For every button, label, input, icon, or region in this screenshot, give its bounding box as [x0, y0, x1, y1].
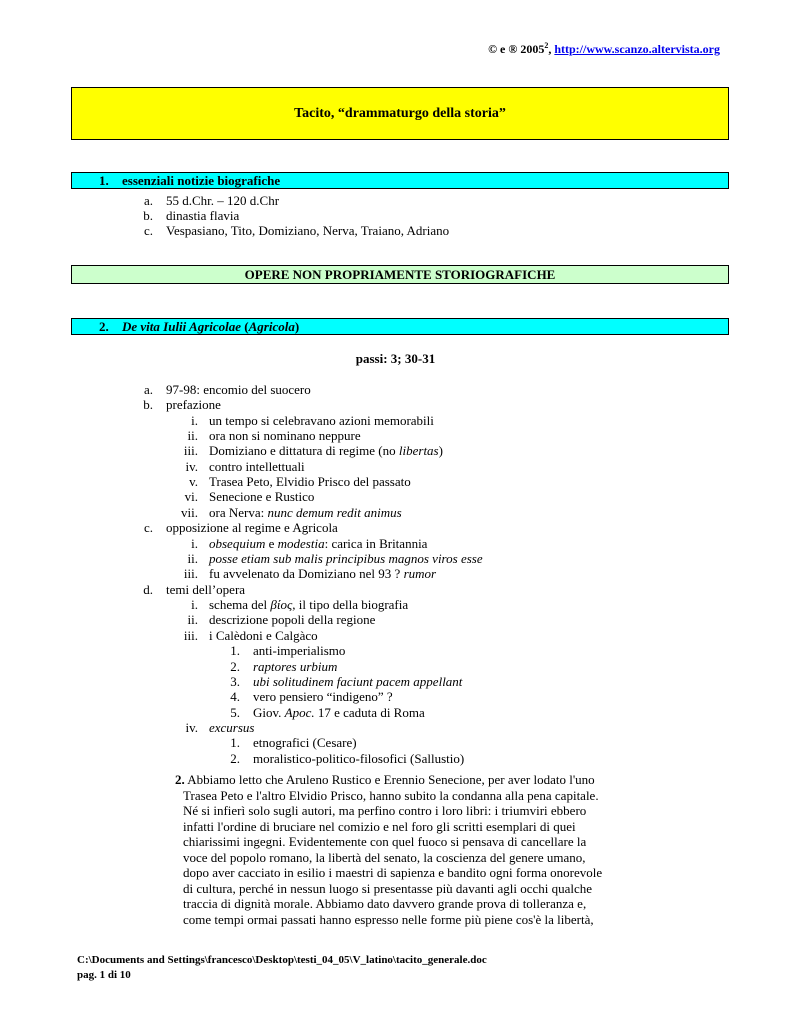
sublist-marker: iii. — [183, 443, 198, 458]
passage-number: 2. — [175, 772, 185, 787]
list-marker: c. — [143, 520, 153, 535]
sublist-marker: i. — [191, 413, 198, 428]
footer-path: C:\Documents and Settings\francesco\Desktop\testi_04_05\V_latino\tacito_generale.doc — [77, 954, 487, 966]
section-2-heading — [71, 318, 729, 335]
subsublist-marker: 3. — [230, 674, 240, 689]
section-title: essenziali notizie biografiche — [122, 173, 281, 188]
subsublist-marker: 1. — [230, 643, 240, 658]
list-text: temi dell’opera — [166, 582, 246, 597]
subsublist-marker: 2. — [230, 659, 240, 674]
sublist-text: contro intellettuali — [209, 459, 305, 474]
sublist-text: ora Nerva: nunc demum redit animus — [209, 505, 402, 520]
list-text: prefazione — [166, 397, 221, 412]
footer-page: pag. 1 di 10 — [77, 969, 131, 981]
site-link[interactable]: http://www.scanzo.altervista.org — [554, 42, 720, 56]
sublist-text: excursus — [209, 720, 255, 735]
sublist-text: fu avvelenato da Domiziano nel 93 ? rumor — [209, 566, 437, 581]
subsublist-text: vero pensiero “indigeno” ? — [253, 689, 393, 704]
sublist-text: i Calèdoni e Calgàco — [209, 628, 318, 643]
sublist-marker: iii. — [183, 628, 198, 643]
sublist-marker: ii. — [187, 428, 198, 443]
list-marker: a. — [143, 193, 153, 208]
sublist-marker: iv. — [185, 720, 198, 735]
sublist-text: Senecione e Rustico — [209, 489, 315, 504]
sublist-marker: i. — [191, 597, 198, 612]
sublist-marker: iii. — [183, 566, 198, 581]
copyright-text: © e ® 2005 — [488, 42, 545, 56]
subsublist-marker: 2. — [230, 751, 240, 766]
sublist-text: obsequium e modestia: carica in Britannia — [209, 536, 428, 551]
subsublist-text: moralistico-politico-filosofici (Sallustio) — [253, 751, 465, 766]
list-marker: a. — [143, 382, 153, 397]
passage-text: Abbiamo letto che Aruleno Rustico e Erennio Senecione, per aver lodato l'uno Trasea Peto e l'altro Elvidio Prisco, hanno subito la condanna alla pena capitale. Né si infierì solo sugli autori, ma perfino contro i loro libri: i triumviri ebbero infatti l'ordine di bruciare nel comizio e nel foro gli scritti esemplari di quei chiarissimi ingegni. Evidentemente con quel fuoco si pensava di cancellare la voce del popolo romano, la libertà del senato, la coscienza del genere umano, dopo aver cacciato in esilio i maestri di sapienza e bandito ogni forma onorevole di cultura, perché in nessun luogo si presentasse più davanti agli occhi qualche traccia di dignità morale. Abbiamo dato davvero grande prova di tolleranza e, come tempi ormai passati hanno espresso nelle forme più piene cos'è la libertà, — [183, 772, 603, 927]
header-separator: , — [548, 42, 555, 56]
copyright-superscript: 2 — [544, 41, 549, 50]
list-text: dinastia flavia — [166, 208, 240, 223]
sublist-text: Domiziano e dittatura di regime (no libertas) — [209, 443, 443, 458]
list-text: 55 d.Chr. – 120 d.Chr — [166, 193, 280, 208]
list-text: 97-98: encomio del suocero — [166, 382, 311, 397]
sublist-text: ora non si nominano neppure — [209, 428, 361, 443]
document-title: Tacito, “drammaturgo della storia” — [71, 87, 729, 140]
section-number: 2. — [99, 319, 109, 334]
subsublist-marker: 1. — [230, 735, 240, 750]
section-title: De vita Iulii Agricolae (Agricola) — [122, 319, 300, 334]
list-marker: c. — [143, 223, 153, 238]
list-marker: d. — [143, 582, 153, 597]
subsublist-text: anti-imperialismo — [253, 643, 346, 658]
sublist-marker: vi. — [184, 489, 198, 504]
sublist-marker: ii. — [187, 612, 198, 627]
section-number: 1. — [99, 173, 109, 188]
section-1-heading — [71, 172, 729, 189]
sublist-text: Trasea Peto, Elvidio Prisco del passato — [209, 474, 411, 489]
subsublist-text: Giov. Apoc. 17 e caduta di Roma — [253, 705, 425, 720]
list-text: Vespasiano, Tito, Domiziano, Nerva, Traiano, Adriano — [166, 223, 450, 238]
page-header — [488, 41, 720, 57]
list-marker: b. — [143, 208, 153, 223]
sublist-text: descrizione popoli della regione — [209, 612, 376, 627]
sublist-text: schema del βίος, il tipo della biografia — [209, 597, 409, 612]
list-text: opposizione al regime e Agricola — [166, 520, 338, 535]
sublist-marker: v. — [189, 474, 198, 489]
list-marker: b. — [143, 397, 153, 412]
sublist-marker: i. — [191, 536, 198, 551]
sublist-marker: ii. — [187, 551, 198, 566]
sublist-marker: iv. — [185, 459, 198, 474]
subsublist-text: etnografici (Cesare) — [253, 735, 357, 750]
subsublist-text: ubi solitudinem faciunt pacem appellant — [253, 674, 463, 689]
subsublist-marker: 4. — [230, 689, 240, 704]
sublist-text: posse etiam sub malis principibus magnos viros esse — [209, 551, 483, 566]
sublist-marker: vii. — [181, 505, 198, 520]
subsublist-text: raptores urbium — [253, 659, 338, 674]
opere-heading: OPERE NON PROPRIAMENTE STORIOGRAFICHE — [71, 265, 729, 284]
sublist-text: un tempo si celebravano azioni memorabili — [209, 413, 434, 428]
passage-paragraph — [175, 772, 603, 927]
subsublist-marker: 5. — [230, 705, 240, 720]
passi-label: passi: 3; 30-31 — [355, 351, 436, 366]
